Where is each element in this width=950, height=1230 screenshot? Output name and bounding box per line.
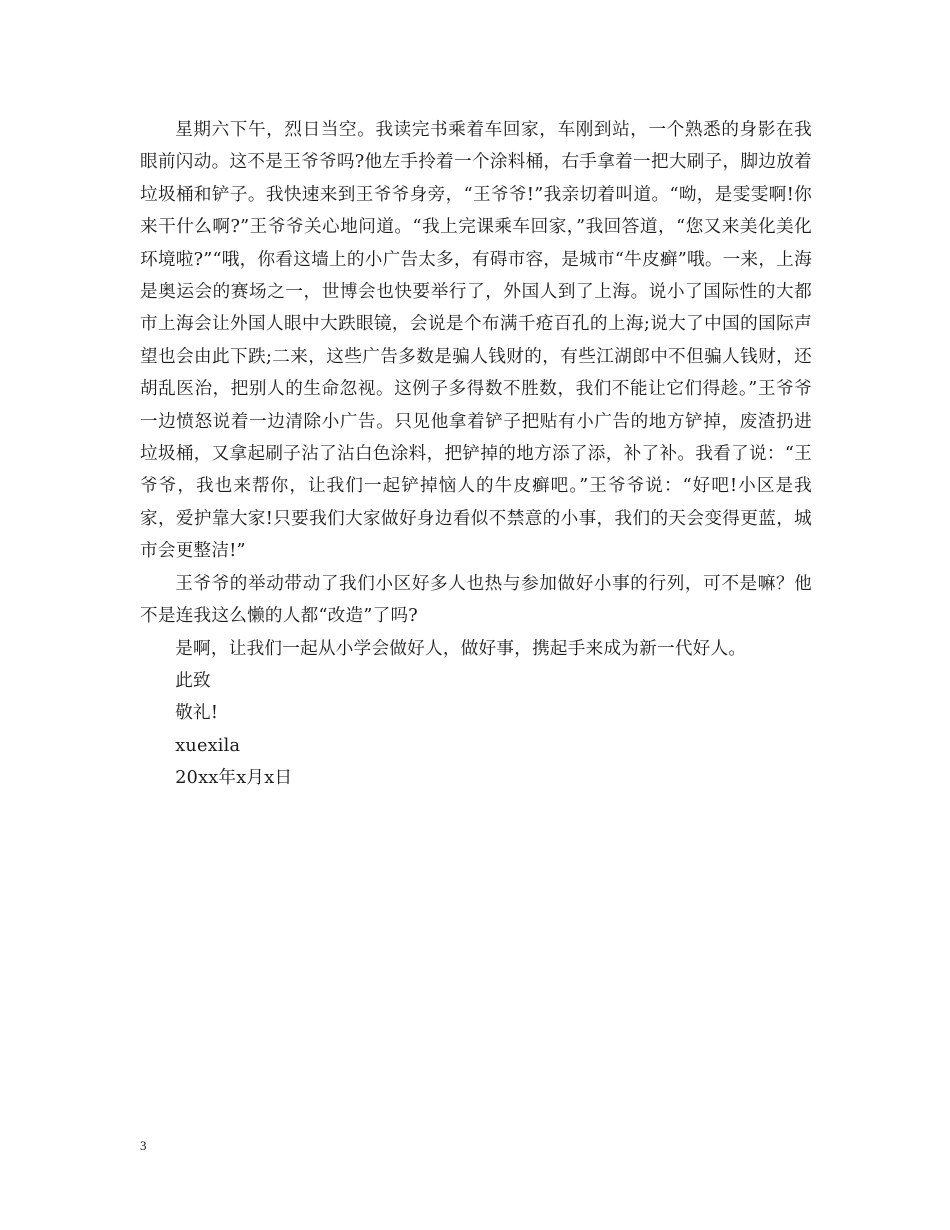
- letter-body: [140, 114, 812, 795]
- closing-author: xuexila: [175, 735, 241, 756]
- paragraph-conclusion: 是啊，让我们一起从小学会做好人，做好事，携起手来成为新一代好人。: [175, 638, 747, 659]
- closing-salutation: 此致: [175, 670, 211, 691]
- page-number: 3: [140, 1138, 147, 1153]
- closing-date: 20xx年x月x日: [175, 768, 293, 789]
- paragraph-reflection: 王爷爷的举动带动了我们小区好多人也热与参加做好小事的行列，可不是嘛？他不是连我这么懒的人都“改造”了吗?: [140, 573, 812, 627]
- closing-respect: 敬礼!: [175, 703, 219, 724]
- paragraph-story: 星期六下午，烈日当空。我读完书乘着车回家，车刚到站，一个熟悉的身影在我眼前闪动。这不是王爷爷吗?他左手拎着一个涂料桶，右手拿着一把大刷子，脚边放着垃圾桶和铲子。我快速来到王爷爷身旁，“王爷爷!”我亲切着叫道。“呦，是雯雯啊!你来干什么啊?”王爷爷关心地问道。“我上完课乘车回家，”我回答道，“您又来美化美化环境啦?”“哦，你看这墙上的小广告太多，有碍市容，是城市“牛皮癣”哦。一来，上海是奥运会的赛场之一，世博会也快要举行了，外国人到了上海。说小了国际性的大都市上海会让外国人眼中大跌眼镜，会说是个布满千疮百孔的上海;说大了中国的国际声望也会由此下跌;二来，这些广告多数是骗人钱财的，有些江湖郎中不但骗人钱财，还胡乱医治，把别人的生命忽视。这例子多得数不胜数，我们不能让它们得趁。”王爷爷一边愤怒说着一边清除小广告。只见他拿着铲子把贴有小广告的地方铲掉，废渣扔进垃圾桶，又拿起刷子沾了沾白色涂料，把铲掉的地方添了添，补了补。我看了说：“王爷爷，我也来帮你，让我们一起铲掉恼人的牛皮癣吧。”王爷爷说：“好吧!小区是我家，爱护靠大家!只要我们大家做好身边看似不禁意的小事，我们的天会变得更蓝，城市会更整洁!”: [140, 120, 812, 562]
